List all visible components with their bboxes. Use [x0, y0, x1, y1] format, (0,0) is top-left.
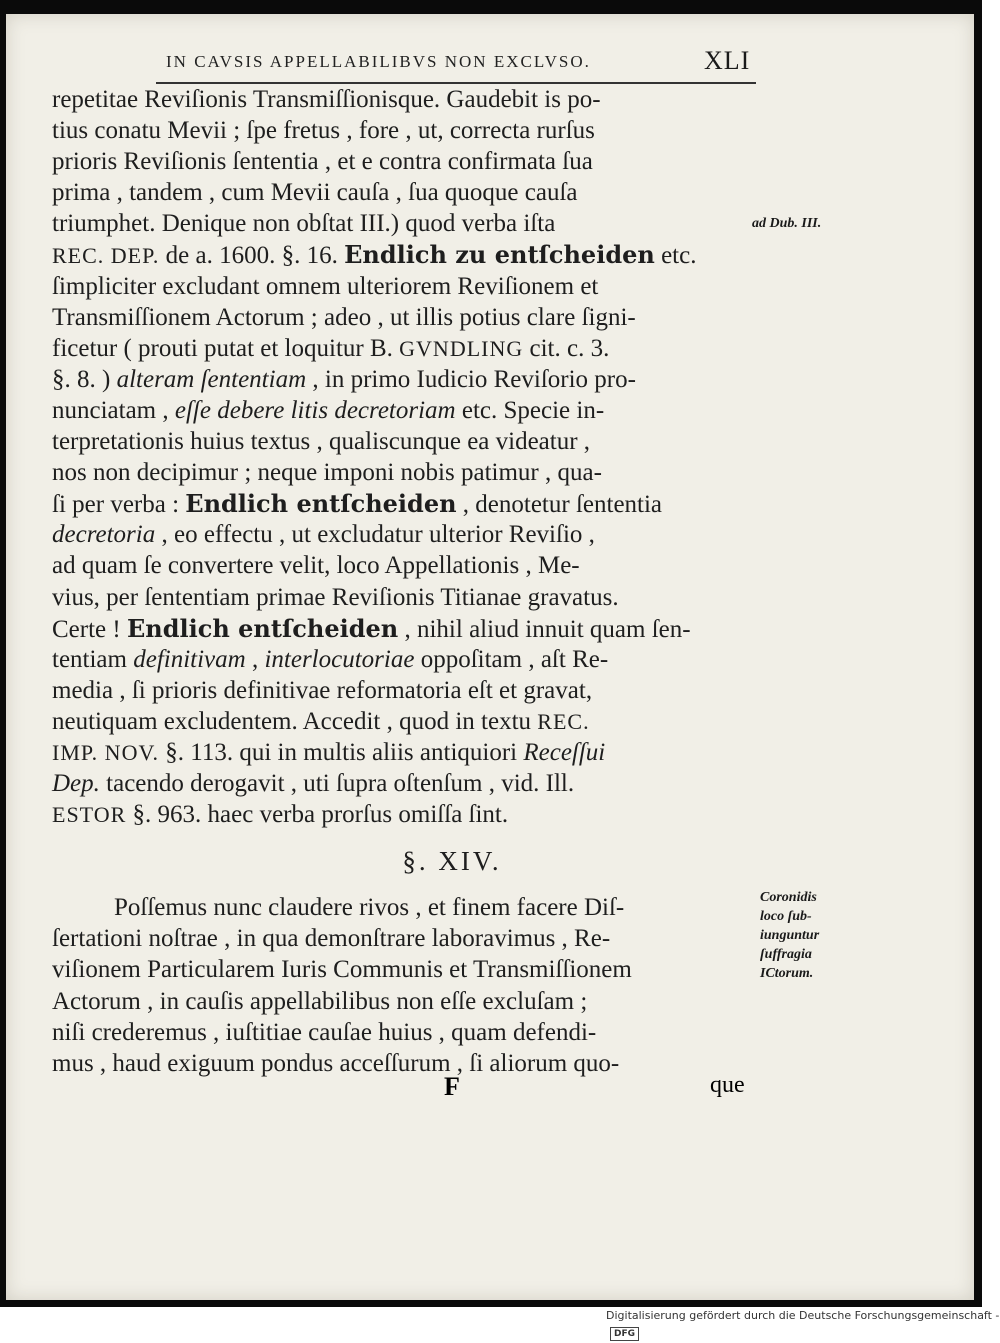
dfg-logo: DFG	[610, 1327, 639, 1341]
running-title: IN CAVSIS APPELLABILIBVS NON EXCLVSO.	[166, 52, 591, 71]
text-segment: tius conatu Mevii ; ſpe fretus , fore , ut, correcta rurſus	[52, 117, 595, 145]
text-line	[52, 115, 762, 146]
small-caps-phrase: REC. DEP.	[52, 243, 160, 269]
text-line	[52, 892, 762, 923]
text-segment: etc. Specie in-	[455, 396, 605, 424]
text-segment: oppoſitam , aſt Re-	[414, 645, 609, 673]
text-segment: terpretationis huius textus , qualiscunque ea videatur ,	[52, 428, 591, 456]
text-segment: nos non decipimur ; neque imponi nobis patimur , qua-	[52, 459, 602, 487]
text-segment: §. 113. qui in multis aliis antiquiori	[159, 738, 524, 766]
paragraph-1	[52, 84, 762, 830]
text-line	[52, 395, 762, 426]
text-line	[52, 457, 762, 488]
text-segment: neutiquam excludentem. Accedit , quod in textu	[52, 707, 538, 735]
text-segment: prima , tandem , cum Mevii cauſa , ſua quoque cauſa	[52, 179, 578, 207]
marginal-note-2-line: loco ſub-	[760, 909, 812, 924]
text-segment: ſi per verba :	[52, 491, 186, 519]
marginal-note-2-line: iunguntur	[760, 928, 820, 943]
italic-phrase: alteram ſententiam	[116, 365, 307, 393]
text-segment: tacendo derogavit , uti ſupra oſtenſum , vid. Ill.	[99, 770, 575, 798]
text-segment: de a. 1600. §. 16.	[159, 242, 345, 270]
text-segment: ficetur ( prouti putat et loquitur B.	[52, 334, 400, 362]
text-line	[52, 613, 762, 644]
footer-text: Digitalisierung gefördert durch die Deutsche Forschungsgemeinschaft -	[606, 1309, 1000, 1322]
text-line	[52, 271, 762, 302]
text-line	[52, 239, 762, 270]
text-segment: Actorum , in cauſis appellabilibus non eſſe excluſam ;	[52, 987, 588, 1015]
marginal-note-2	[760, 888, 860, 983]
blackletter-phrase: Endlich entſcheiden	[126, 613, 399, 643]
blackletter-phrase: Endlich entſcheiden	[185, 489, 457, 519]
text-line	[52, 986, 762, 1017]
small-caps-phrase: GVNDLING	[399, 335, 524, 361]
text-segment: nunciatam ,	[52, 396, 175, 424]
text-line	[52, 84, 762, 115]
small-caps-phrase: ESTOR	[52, 802, 127, 828]
marginal-note-2-line: ICtorum.	[760, 966, 814, 981]
text-segment: ad quam ſe convertere velit, loco Appellationis , Me-	[52, 552, 580, 580]
text-segment: vius, per ſententiam primae Reviſionis Titianae gravatus.	[52, 583, 619, 611]
body-text	[52, 84, 762, 1079]
text-line	[52, 426, 762, 457]
text-segment: triumphet. Denique non obſtat III.) quod verba iſta	[52, 210, 556, 238]
catchword: que	[710, 1072, 745, 1098]
text-segment: Poſſemus nunc claudere rivos , et finem facere Diſ-	[114, 894, 625, 922]
text-line	[52, 644, 762, 675]
marginal-note-2-line: Coronidis	[760, 890, 817, 905]
text-line	[52, 519, 762, 550]
text-segment: ſimpliciter excludant omnem ulteriorem Reviſionem et	[52, 272, 599, 300]
text-line	[52, 177, 762, 208]
text-segment: viſionem Particularem Iuris Communis et Transmiſſionem	[52, 956, 632, 984]
digitization-footer	[606, 1307, 1000, 1339]
italic-phrase: eſſe debere litis decretoriam	[174, 396, 456, 424]
italic-phrase: Dep.	[52, 770, 100, 798]
marginal-note-2-line: ſuffragia	[760, 947, 812, 962]
paragraph-2	[52, 892, 762, 1079]
text-line	[52, 302, 762, 333]
marginal-note-1: ad Dub. III.	[752, 216, 822, 231]
text-line	[52, 675, 762, 706]
text-line	[52, 1048, 762, 1079]
italic-phrase: interlocutoriae	[264, 645, 415, 673]
text-segment: §. 8. )	[52, 365, 117, 393]
text-line	[52, 799, 762, 830]
signature-mark: F	[444, 1072, 460, 1101]
section-heading: §. XIV.	[402, 846, 502, 877]
text-line	[52, 364, 762, 395]
text-line	[52, 582, 762, 613]
text-line	[52, 146, 762, 177]
running-head	[166, 46, 766, 80]
small-caps-phrase: REC.	[537, 708, 590, 734]
text-line	[52, 1017, 762, 1048]
blackletter-phrase: Endlich zu entſcheiden	[344, 240, 655, 270]
text-segment: prioris Reviſionis ſententia , et e contra confirmata ſua	[52, 148, 593, 176]
text-line	[52, 954, 762, 985]
text-segment: , eo effectu , ut excludatur ulterior Reviſio ,	[155, 521, 595, 549]
text-segment: , in primo Iudicio Reviſorio pro-	[306, 365, 636, 393]
text-segment: etc.	[654, 242, 697, 270]
text-segment: niſi crederemus , iuſtitiae cauſae huius , quam defendi-	[52, 1018, 597, 1046]
text-segment: ſertationi noſtrae , in qua demonſtrare laboravimus , Re-	[52, 925, 611, 953]
text-segment: ,	[245, 645, 265, 673]
small-caps-phrase: IMP. NOV.	[52, 739, 160, 765]
text-line	[52, 923, 762, 954]
text-segment: media , ſi prioris definitivae reformatoria eſt et gravat,	[52, 676, 593, 704]
text-segment: repetitae Reviſionis Transmiſſionisque. Gaudebit is po-	[52, 86, 601, 113]
text-line	[52, 488, 762, 519]
text-line	[52, 333, 762, 364]
italic-phrase: definitivam	[133, 645, 246, 673]
text-segment: Transmiſſionem Actorum ; adeo , ut illis potius clare ſigni-	[52, 303, 636, 331]
text-segment: tentiam	[52, 645, 134, 673]
text-line	[52, 706, 762, 737]
text-segment: mus , haud exiguum pondus acceſſurum , ſi aliorum quo-	[52, 1049, 620, 1077]
italic-phrase: decretoria	[52, 521, 156, 549]
text-segment: §. 963. haec verba prorſus omiſſa ſint.	[126, 801, 509, 829]
page-number: XLI	[704, 46, 751, 75]
text-segment: , nihil aliud innuit quam ſen-	[398, 615, 691, 643]
text-line	[52, 208, 762, 239]
text-line	[52, 737, 762, 768]
text-line	[52, 768, 762, 799]
italic-phrase: Receſſui	[523, 738, 606, 766]
text-segment: cit. c. 3.	[523, 334, 610, 362]
text-line	[52, 550, 762, 581]
text-segment: Certe !	[52, 615, 127, 643]
text-segment: , denotetur ſententia	[456, 491, 663, 519]
